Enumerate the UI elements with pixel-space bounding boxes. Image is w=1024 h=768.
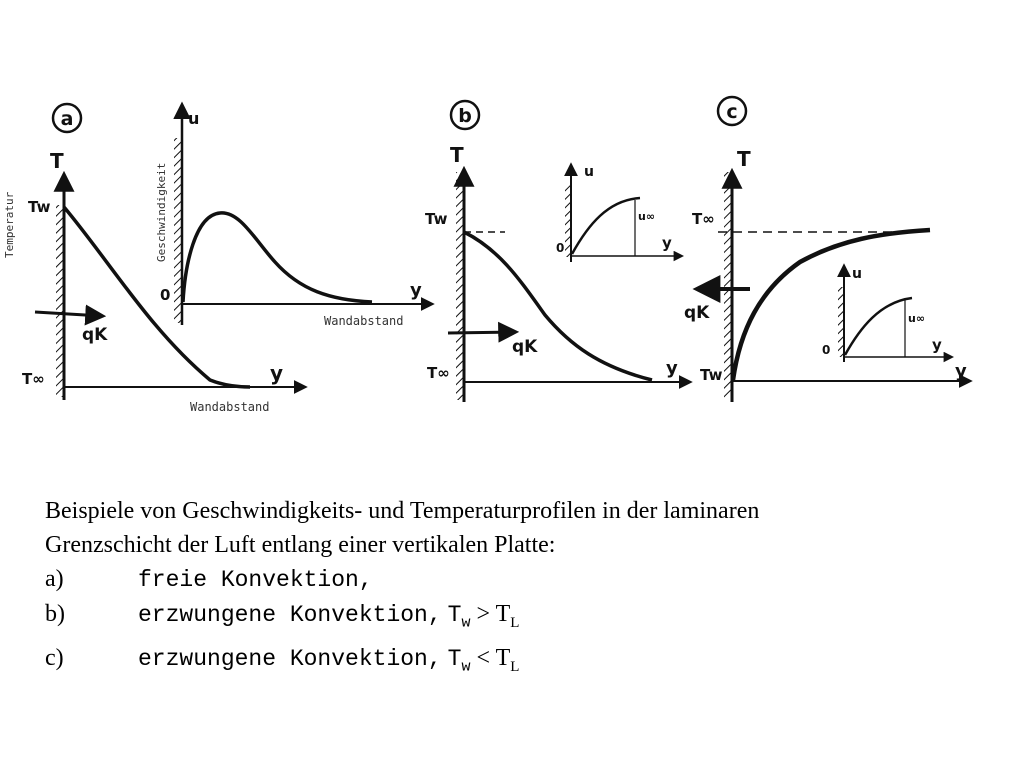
panel-b-velocity-profile bbox=[572, 198, 640, 254]
panel-c-badge-label: c bbox=[726, 101, 738, 123]
caption-item-b-tw bbox=[447, 602, 471, 632]
panel-a-distance-desc: Wandabstand bbox=[190, 400, 270, 414]
panel-c-temp-axis-label: T bbox=[737, 147, 751, 171]
figure-caption bbox=[45, 494, 1005, 684]
caption-item-b-text: erzwungene Konvektion, bbox=[138, 602, 442, 628]
panel-a-velocity-profile bbox=[183, 213, 372, 302]
panel-a bbox=[3, 104, 432, 414]
caption-item-c-tl bbox=[495, 644, 520, 675]
panel-a-wall-temp-label: Tw bbox=[28, 198, 51, 216]
caption-intro-line-1: Beispiele von Geschwindigkeits- und Temperaturprofilen in der laminaren bbox=[45, 498, 760, 524]
panel-a-temperature-desc: Temperatur bbox=[3, 191, 16, 258]
caption-item-c-tl-sub: L bbox=[510, 658, 520, 675]
panel-c bbox=[684, 97, 970, 402]
panel-a-inset-u-label: u bbox=[188, 109, 200, 128]
caption-item-c-tl-symbol: T bbox=[495, 644, 511, 671]
panel-b-inset-u-label: u bbox=[584, 164, 594, 180]
panel-a-inset-origin-label: 0 bbox=[160, 286, 171, 304]
panel-c-inset-u-label: u bbox=[852, 266, 862, 282]
panel-a-inset-y-label: y bbox=[410, 280, 422, 301]
panel-b-heat-flux-arrow bbox=[448, 332, 515, 333]
panel-b-inset-wall-hatch bbox=[565, 185, 570, 257]
caption-item-b-tw-sub: w bbox=[461, 614, 471, 632]
panel-c-velocity-profile bbox=[845, 298, 912, 355]
panel-c-badge bbox=[718, 97, 746, 125]
panel-c-free-temp-label: T∞ bbox=[692, 210, 715, 228]
caption-item-b-tl-sub: L bbox=[510, 614, 520, 631]
panel-b-inset-free-velocity-label: u∞ bbox=[638, 210, 655, 223]
caption-item-a bbox=[45, 562, 1005, 597]
caption-item-b-letter: b) bbox=[45, 601, 65, 627]
caption-item-b-tl bbox=[495, 601, 520, 631]
caption-item-c-text: erzwungene Konvektion, bbox=[138, 645, 442, 672]
panel-b bbox=[425, 101, 690, 402]
panel-a-free-temp-label: T∞ bbox=[22, 370, 45, 388]
panel-a-badge-label: a bbox=[60, 108, 74, 130]
panel-a-heat-flux-arrow bbox=[35, 312, 102, 316]
panel-a-temp-axis-label: T bbox=[50, 149, 64, 173]
panel-a-inset-distance-desc: Wandabstand bbox=[324, 314, 404, 328]
panel-b-inset-origin-label: 0 bbox=[556, 241, 565, 255]
panel-c-velocity-inset bbox=[822, 266, 952, 362]
caption-item-b-tl-symbol: T bbox=[495, 601, 511, 627]
panel-c-wall-hatch bbox=[724, 172, 731, 398]
caption-item-a-text: freie Konvektion, bbox=[138, 567, 373, 593]
caption-item-b-relation: > bbox=[476, 601, 491, 627]
panel-b-velocity-inset bbox=[556, 164, 682, 262]
caption-item-b-tw-symbol: T bbox=[447, 602, 462, 628]
panel-a-wall-hatch bbox=[56, 205, 63, 397]
caption-item-a-letter: a) bbox=[45, 566, 64, 592]
panel-a-distance-axis-label: y bbox=[270, 361, 284, 385]
caption-item-c-tw bbox=[447, 645, 471, 676]
caption-item-c-letter: c) bbox=[45, 644, 64, 671]
panel-b-free-temp-label: T∞ bbox=[427, 364, 450, 382]
caption-item-c bbox=[45, 641, 1005, 685]
panel-b-wall-hatch bbox=[456, 172, 463, 400]
panel-c-wall-temp-label: Tw bbox=[700, 366, 723, 384]
panel-a-velocity-inset bbox=[155, 105, 432, 328]
caption-intro-line-2: Grenzschicht der Luft entlang einer vertikalen Platte: bbox=[45, 532, 556, 558]
panel-c-distance-axis-label: y bbox=[955, 361, 967, 382]
caption-item-c-relation: < bbox=[476, 644, 491, 671]
panel-a-inset-wall-hatch bbox=[174, 138, 181, 323]
panel-a-heat-flux-label: qK bbox=[82, 325, 108, 345]
panel-b-temp-axis-label: T bbox=[450, 143, 464, 167]
panel-b-badge bbox=[451, 101, 479, 129]
caption-item-c-tw-symbol: T bbox=[447, 645, 462, 672]
panel-b-heat-flux-label: qK bbox=[512, 337, 538, 357]
panel-c-inset-free-velocity-label: u∞ bbox=[908, 312, 925, 325]
panel-b-inset-y-label: y bbox=[662, 234, 672, 252]
panel-b-wall-temp-label: Tw bbox=[425, 210, 448, 228]
panel-a-badge bbox=[53, 104, 81, 132]
panel-c-heat-flux-label: qK bbox=[684, 303, 710, 323]
panel-c-inset-y-label: y bbox=[932, 336, 942, 354]
panel-a-inset-velocity-desc: Geschwindigkeit bbox=[155, 162, 168, 262]
panel-b-badge-label: b bbox=[458, 105, 472, 127]
panel-c-inset-origin-label: 0 bbox=[822, 343, 831, 357]
panel-b-distance-axis-label: y bbox=[666, 358, 678, 379]
panel-c-inset-wall-hatch bbox=[838, 287, 843, 357]
caption-item-b bbox=[45, 597, 1005, 641]
caption-item-c-tw-sub: w bbox=[461, 658, 471, 676]
